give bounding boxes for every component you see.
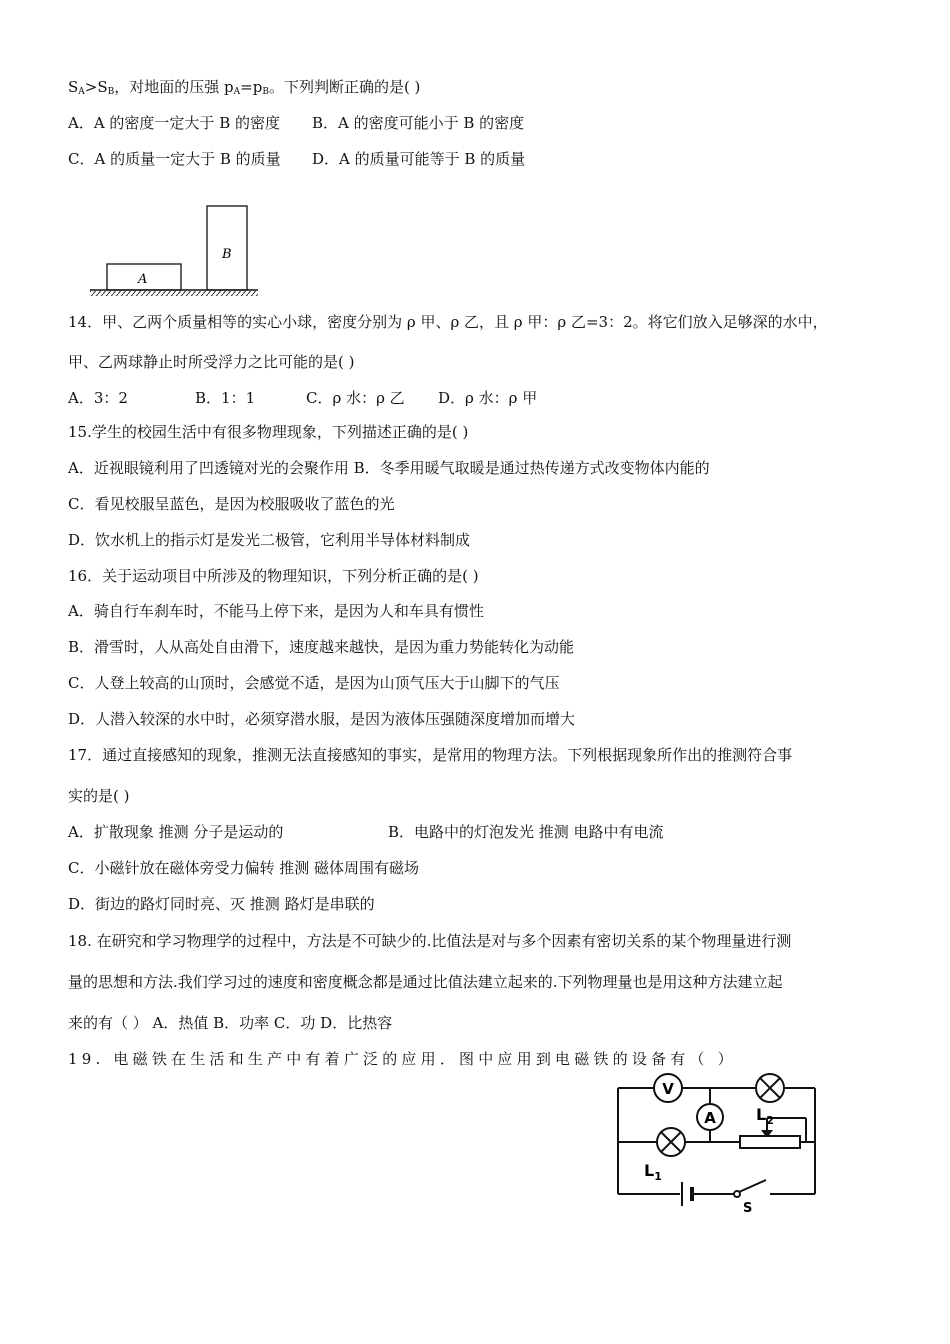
rheostat-icon	[740, 1136, 800, 1148]
switch-label: S	[743, 1201, 753, 1212]
q13-sa: S	[68, 78, 79, 96]
q13-text2: 。下列判断正确的是( )	[268, 78, 421, 96]
q14-stem-line1: 14．甲、乙两个质量相等的实心小球，密度分别为 ρ 甲、ρ 乙，且 ρ 甲：ρ 乙=3：2。将它们放入足够深的水中，	[68, 313, 828, 331]
q16-option-c: C．人登上较高的山顶时，会感觉不适，是因为山顶气压大于山脚下的气压	[68, 674, 560, 692]
q14-option-d: D．ρ 水：ρ 甲	[438, 389, 538, 407]
q13-option-d: D．A 的质量可能等于 B 的质量	[312, 150, 526, 168]
q15-option-c: C．看见校服呈蓝色，是因为校服吸收了蓝色的光	[68, 495, 395, 513]
q16-option-d: D．人潜入较深的水中时，必须穿潜水服，是因为液体压强随深度增加而增大	[68, 710, 576, 728]
q16-option-b: B．滑雪时，人从高处自由滑下，速度越来越快，是因为重力势能转化为动能	[68, 638, 575, 656]
voltmeter-label: V	[662, 1080, 674, 1098]
q13-eq: =p	[240, 78, 263, 96]
q13-gt: >S	[84, 78, 108, 96]
q14-option-c: C．ρ 水：ρ 乙	[306, 389, 405, 407]
q13-sub-a: A	[78, 87, 85, 97]
q17-option-a: A．扩散现象 推测 分子是运动的	[68, 823, 284, 841]
q17-option-d: D．街边的路灯同时亮、灭 推测 路灯是串联的	[68, 895, 375, 913]
q17-stem-line2: 实的是( )	[68, 787, 130, 805]
blocks-figure	[88, 198, 260, 300]
q15-option-ab: A．近视眼镜利用了凹透镜对光的会聚作用 B．冬季用暖气取暖是通过热传递方式改变物体内能的	[68, 459, 710, 477]
switch-blade	[739, 1180, 766, 1192]
q18-stem-line2: 量的思想和方法.我们学习过的速度和密度概念都是通过比值法建立起来的.下列物理量也是用这种方法建立起	[68, 973, 783, 991]
ground-hatch	[90, 291, 258, 296]
q13-option-b: B．A 的密度可能小于 B 的密度	[312, 114, 525, 132]
q13-option-c: C．A 的质量一定大于 B 的质量	[68, 150, 281, 168]
lamp-l1-label: $L_1$	[644, 1161, 662, 1183]
q14-stem-line2: 甲、乙两球静止时所受浮力之比可能的是( )	[68, 353, 355, 371]
q13-sub-a2: A	[233, 87, 241, 97]
q14-option-b: B．1：1	[195, 389, 256, 407]
q18-stem-line3: 来的有（ ） A．热值 B．功率 C．功 D．比热容	[68, 1014, 393, 1032]
q13-option-a: A．A 的密度一定大于 B 的密度	[68, 114, 280, 132]
q16-option-a: A．骑自行车刹车时，不能马上停下来，是因为人和车具有惯性	[68, 602, 484, 620]
block-b-label: B	[222, 247, 232, 262]
q14-option-a: A．3：2	[68, 389, 128, 407]
q13-text1: ，对地面的压强 p	[114, 78, 234, 96]
q19-stem: 19. 电磁铁在生活和生产中有着广泛的应用．图中应用到电磁铁的设备有（ ）	[68, 1050, 737, 1068]
block-a-label: A	[138, 272, 148, 287]
q15-stem: 15.学生的校园生活中有很多物理现象，下列描述正确的是( )	[68, 423, 469, 441]
q17-option-b: B．电路中的灯泡发光 推测 电路中有电流	[388, 823, 664, 841]
lamp-l2-label: $L_2$	[756, 1105, 774, 1127]
q17-stem-line1: 17．通过直接感知的现象，推测无法直接感知的事实，是常用的物理方法。下列根据现象所作出的推测符合事	[68, 746, 793, 764]
circuit-diagram	[610, 1066, 832, 1212]
q17-option-c: C．小磁针放在磁体旁受力偏转 推测 磁体周围有磁场	[68, 859, 420, 877]
q15-option-d: D．饮水机上的指示灯是发光二极管，它利用半导体材料制成	[68, 531, 471, 549]
q13-sub-b: B	[107, 87, 115, 97]
q18-stem-line1: 18. 在研究和学习物理学的过程中，方法是不可缺少的.比值法是对与多个因素有密切关系的某个物理量进行测	[68, 932, 792, 950]
ammeter-label: A	[704, 1109, 716, 1127]
q13-sub-b2: B	[262, 87, 269, 97]
q13-stem	[68, 77, 420, 102]
q16-stem: 16．关于运动项目中所涉及的物理知识，下列分析正确的是( )	[68, 567, 479, 585]
